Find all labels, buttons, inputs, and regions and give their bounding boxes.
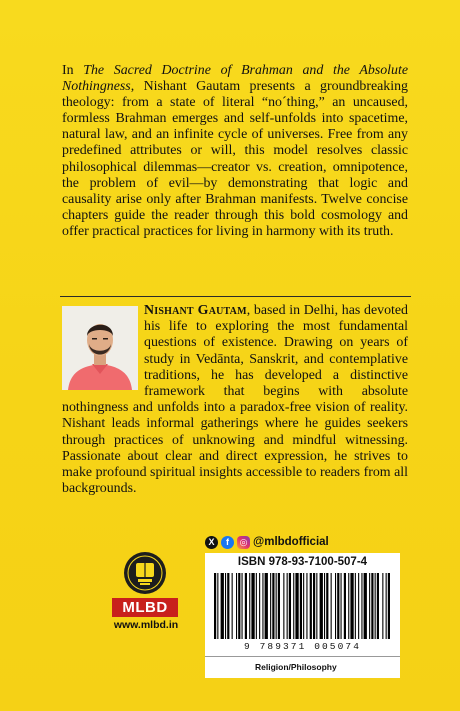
author-bio-text: , based in Delhi, has devoted his life to exploring the most fundamental questions of existence. Drawing on years of study in Vedānta, Sanskrit, and contemplative traditions, he has developed a distinctive framework that begins with absolute nothingness and unfolds into a paradox-free vision of reality. Nishant leads informal gatherings where he guides seekers through practices of unknowing and mindful witnessing. Passionate about clear and direct expression, he strives to make profound spiritual insights accessible to readers from all backgrounds. (62, 303, 408, 497)
author-name: Nishant Gautam (144, 303, 247, 318)
book-description (62, 63, 408, 240)
barcode-icon (214, 573, 391, 639)
description-intro: In (62, 63, 84, 78)
facebook-icon[interactable]: f (221, 536, 234, 549)
category-label: Religion/Philosophy (205, 656, 400, 678)
section-divider (60, 296, 411, 297)
barcode-digits: 9 789371 005074 (243, 641, 361, 652)
description-body: , Nishant Gautam presents a groundbreaking theology: from a state of literal “no´thing,” an uncaused, formless Brahman emerges and self-unfolds into spacetime, natural law, and an infinite cycle of universes. Free from any predefined attributes or will, this model resolves classic philosophical dilemmas—creator vs. creation, omnipotence, the problem of evil—by demonstrating that logic and causality arise only after Brahman manifests. Twelve concise chapters guide the reader through this bold cosmology and offer practical practices for living in harmony with its truth. (62, 79, 408, 239)
author-bio (62, 303, 408, 497)
publisher-logo: MLBD (112, 598, 178, 617)
isbn-label: ISBN 978-93-7100-507-4 (237, 556, 368, 568)
instagram-icon[interactable]: ◎ (237, 536, 250, 549)
social-links (205, 534, 329, 550)
barcode-panel (205, 553, 400, 678)
book-title-italic: The Sacred Doctrine of Brahman and the Absolute Nothingness (62, 63, 408, 95)
publisher-website[interactable]: www.mlbd.in (113, 619, 179, 631)
publisher-emblem-icon (122, 550, 168, 596)
social-handle: @mlbdofficial (253, 536, 329, 548)
x-twitter-icon[interactable]: X (205, 536, 218, 549)
